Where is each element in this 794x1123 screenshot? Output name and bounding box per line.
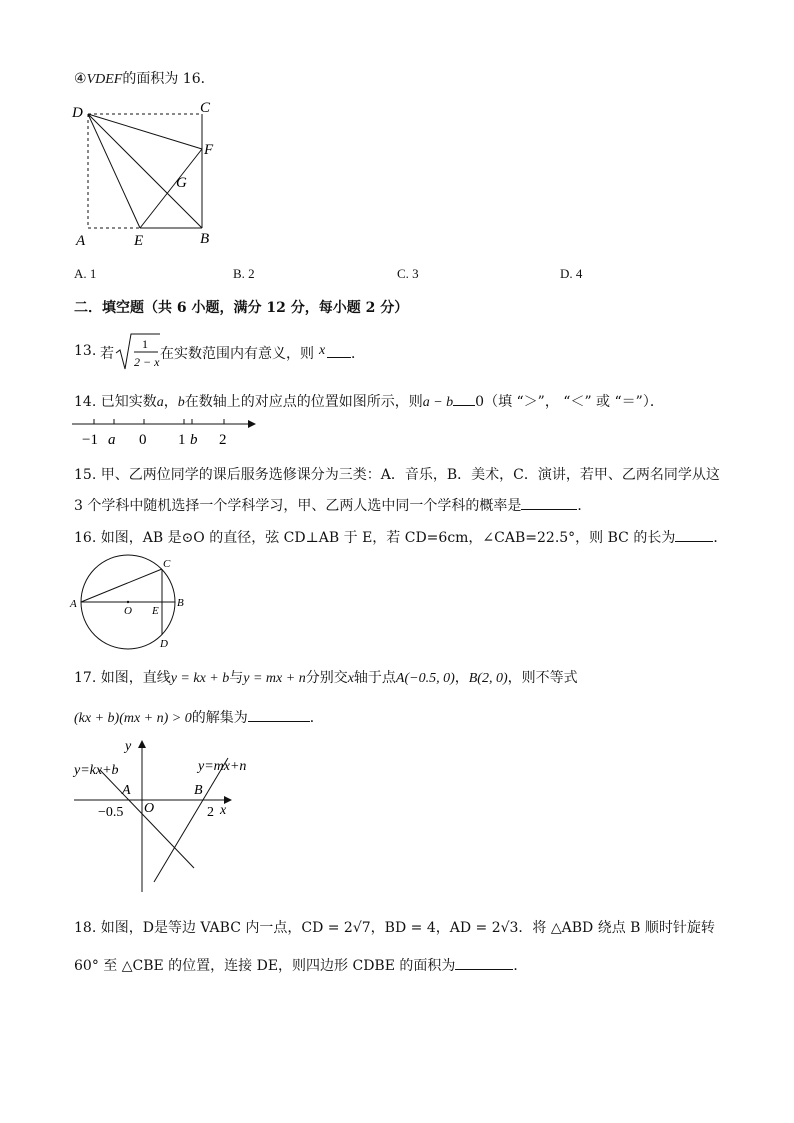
q17-point-a: A(−0.5, 0) bbox=[395, 671, 455, 686]
q17-text1: 如图，直线 bbox=[100, 670, 171, 686]
q16-end: ． bbox=[713, 530, 728, 546]
q14-b: b bbox=[177, 395, 185, 410]
label-E: E bbox=[134, 233, 144, 249]
q17-sep: ， bbox=[454, 670, 469, 686]
axis-label-0: 0 bbox=[139, 432, 147, 448]
q13-pre: 若 bbox=[100, 346, 114, 362]
q15-end: ． bbox=[577, 498, 592, 514]
label-B: B bbox=[194, 783, 203, 798]
question-17-line2 bbox=[74, 707, 324, 727]
q13-denominator: 2 − x bbox=[134, 355, 160, 369]
q13-post: 在实数范围内有意义，则 bbox=[160, 346, 314, 362]
q15-line2 bbox=[74, 495, 591, 515]
question-14 bbox=[74, 391, 664, 411]
q13-radical bbox=[114, 331, 162, 373]
option-b[interactable]: B. 2 bbox=[233, 266, 255, 281]
q12-statement-4 bbox=[74, 68, 215, 88]
label-F: F bbox=[204, 142, 214, 158]
q13-numerator: 1 bbox=[142, 337, 148, 351]
option-d[interactable]: D. 4 bbox=[560, 266, 583, 281]
label-B: B bbox=[200, 231, 210, 247]
label-G: G bbox=[176, 175, 187, 191]
label-O: O bbox=[124, 605, 132, 617]
q14-answer-blank[interactable] bbox=[453, 391, 475, 406]
q18-line2 bbox=[74, 955, 527, 975]
square-figure bbox=[68, 98, 228, 250]
q17-line1-eq: y = kx + b bbox=[170, 671, 230, 686]
q14-a: a bbox=[156, 395, 164, 410]
line2-label: y=mx+n bbox=[198, 759, 247, 774]
axis-label-2: 2 bbox=[219, 432, 227, 448]
q13-answer-blank[interactable] bbox=[327, 343, 351, 358]
q15-line1: 15. 甲、乙两位同学的课后服务选修课分为三类：A．音乐，B．美术，C．演讲，若甲、乙两名同学从这 bbox=[74, 467, 720, 483]
q14-text2: 在数轴上的对应点的位置如图所示，则 bbox=[184, 394, 423, 410]
circled-label: ④ bbox=[74, 71, 87, 87]
q17-text2: 与 bbox=[229, 670, 244, 686]
q14-number: 14. bbox=[74, 394, 97, 410]
q17-end: ． bbox=[309, 710, 324, 726]
tick-2: 2 bbox=[207, 805, 214, 820]
option-c[interactable]: C. 3 bbox=[397, 266, 419, 281]
section-title: 二．填空题（共 6 小题，满分 12 分，每小题 2 分） bbox=[74, 300, 409, 316]
q14-number-line bbox=[68, 416, 258, 450]
q18-line1: 18. 如图，D是等边 VABC 内一点，CD = 2√7，BD = 4，AD = 2√3．将 △ABD 绕点 B 顺时针旋转 bbox=[74, 920, 715, 936]
triangle-name: DEF bbox=[95, 72, 123, 87]
label-A: A bbox=[76, 233, 86, 249]
question-17-line1 bbox=[74, 667, 578, 687]
q17-answer-blank[interactable] bbox=[248, 707, 310, 722]
segment-DE bbox=[88, 114, 140, 228]
q14-text1: 已知实数 bbox=[100, 394, 157, 410]
x-axis-label: x bbox=[220, 803, 227, 818]
q14-expr: a − b bbox=[422, 395, 454, 410]
q17-graph bbox=[70, 736, 250, 896]
q13-var: x bbox=[319, 343, 326, 358]
q17-text5: ，则不等式 bbox=[507, 670, 578, 686]
label-C: C bbox=[163, 558, 171, 570]
q16-text: 如图，AB 是⊙O 的直径，弦 CD⊥AB 于 E，若 CD=6cm，∠CAB=22.5°，则 BC 的长为 bbox=[100, 530, 676, 546]
q16-number: 16. bbox=[74, 530, 97, 546]
line1-label: y=kx+b bbox=[74, 763, 119, 778]
q15-line2-text: 3 个学科中随机选择一个学科学习，甲、乙两人选中同一个学科的概率是 bbox=[74, 498, 522, 514]
q17-text3: 分别交 bbox=[305, 670, 348, 686]
label-E: E bbox=[152, 605, 159, 617]
q13-end: ． bbox=[351, 346, 365, 362]
axis-label-b: b bbox=[190, 432, 198, 448]
segment-AC bbox=[81, 569, 162, 602]
label-B: B bbox=[177, 597, 184, 609]
q17-number: 17. bbox=[74, 670, 97, 686]
statement-text: 的面积为 16． bbox=[122, 71, 215, 87]
q18-end: ． bbox=[513, 958, 528, 974]
tick-neg0.5: −0.5 bbox=[98, 805, 124, 820]
q18-line2-text: 60° 至 △CBE 的位置，连接 DE，则四边形 CDBE 的面积为 bbox=[74, 958, 456, 974]
q16-circle-figure bbox=[66, 552, 196, 652]
label-A: A bbox=[122, 783, 131, 798]
q17-line2-eq: y = mx + n bbox=[243, 671, 306, 686]
q15-answer-blank[interactable] bbox=[521, 495, 577, 510]
center-point bbox=[127, 601, 129, 603]
q18-answer-blank[interactable] bbox=[455, 955, 513, 970]
q13-number: 13. bbox=[74, 343, 97, 359]
q14-text3: 0（填 “＞”， “＜” 或 “＝”）． bbox=[475, 394, 664, 410]
q17-point-b: B(2, 0) bbox=[468, 671, 508, 686]
triangle-symbol: V bbox=[86, 72, 96, 87]
line-mx-n bbox=[154, 758, 228, 882]
q17-axis-var: x bbox=[347, 671, 354, 686]
label-D: D bbox=[160, 638, 168, 650]
y-axis-label: y bbox=[125, 739, 132, 754]
q17-text4: 轴于点 bbox=[353, 670, 396, 686]
option-a[interactable]: A. 1 bbox=[74, 266, 97, 281]
q16-answer-blank[interactable] bbox=[675, 527, 713, 542]
label-O: O bbox=[144, 801, 155, 816]
question-16 bbox=[74, 527, 727, 547]
label-C: C bbox=[200, 100, 211, 116]
axis-label-a: a bbox=[108, 432, 116, 448]
segment-EF bbox=[140, 149, 202, 228]
q14-sep: ， bbox=[163, 394, 178, 410]
axis-label-1: 1 bbox=[178, 432, 186, 448]
label-D: D bbox=[72, 105, 83, 121]
label-A: A bbox=[70, 598, 77, 610]
q17-inequality: (kx + b)(mx + n) > 0 bbox=[74, 711, 192, 726]
q17-text6: 的解集为 bbox=[191, 710, 248, 726]
axis-label-neg1: −1 bbox=[82, 432, 98, 448]
